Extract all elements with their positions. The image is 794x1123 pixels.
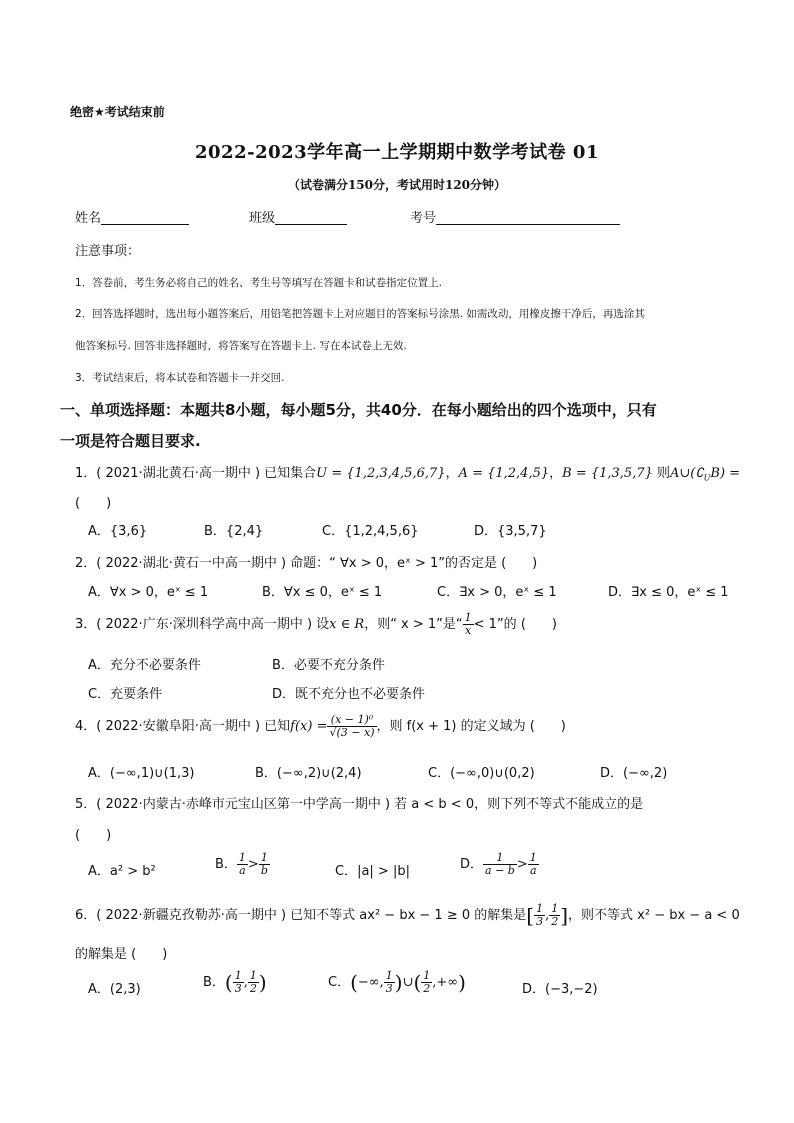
q4-option-a[interactable]: A．(−∞,1)∪(1,3)	[88, 766, 195, 781]
q1-option-b[interactable]: B．{2,4}	[204, 524, 264, 539]
q3-option-a[interactable]: A．充分不必要条件	[88, 658, 201, 673]
name-blank[interactable]	[101, 210, 189, 225]
exam-subtitle: （试卷满分150分，考试用时120分钟）	[287, 178, 507, 192]
question-1-blank: ( )	[75, 496, 112, 511]
note-item: 他答案标号. 回答非选择题时，将答案写在答题卡上. 写在本试卷上无效.	[75, 340, 407, 352]
section-heading-cont: 一项是符合题目要求.	[60, 432, 201, 450]
class-label: 班级	[249, 211, 276, 226]
q1-option-d[interactable]: D．{3,5,7}	[474, 524, 547, 539]
q2-option-d[interactable]: D．∃x ≤ 0，eˣ ≤ 1	[608, 585, 729, 600]
q6-option-d[interactable]: D．(−3,−2)	[522, 982, 598, 997]
q2-option-b[interactable]: B．∀x ≤ 0，eˣ ≤ 1	[262, 585, 383, 600]
q6-option-c[interactable]: C．(−∞, $\frac{1}{3}$ )∪( $\frac{1}{2}$ ,+∞)	[328, 969, 466, 995]
q5-option-c[interactable]: C．|a| > |b|	[335, 864, 410, 879]
q5-option-a[interactable]: A．a² > b²	[88, 864, 156, 879]
fraction: $\frac{\text{(x − 1)⁰}}{√(3 - x)}$	[329, 713, 375, 739]
q5-option-b[interactable]: B． $\frac{1}{a}$ > $\frac{1}{b}$	[215, 851, 268, 877]
q2-option-a[interactable]: A．∀x > 0，eˣ ≤ 1	[88, 585, 209, 600]
note-item: 3．考试结束后，将本试卷和答题卡一并交回.	[75, 372, 285, 384]
class-field[interactable]	[249, 207, 347, 226]
question-4: 4．( 2022·安徽阜阳·高一期中 ) 已知f(x) = $\frac{\text{(x − 1)⁰}}{√(3 - x)}$ ，则 f(x + 1) 的定义域为 ( )	[75, 713, 566, 739]
notes-heading: 注意事项：	[75, 244, 141, 259]
q3-option-c[interactable]: C．充要条件	[88, 687, 163, 702]
question-5: 5．( 2022·内蒙古·赤峰市元宝山区第一中学高一期中 ) 若 a < b < 0，则下列不等式不能成立的是	[75, 797, 644, 812]
q3-option-d[interactable]: D．既不充分也不必要条件	[272, 687, 426, 702]
exam-title: 2022-2023学年高一上学期期中数学考试卷 01	[195, 142, 599, 163]
q6-option-a[interactable]: A．(2,3)	[88, 982, 141, 997]
q5-option-d[interactable]: D． $\frac{1}{a - b}$ > $\frac{1}{a}$	[460, 851, 537, 877]
question-6: 6．( 2022·新疆克孜勒苏·高一期中 ) 已知不等式 ax² − bx − 1 ≥ 0 的解集是[ $\frac{1}{3}$ , $\frac{1}{2}$ ]，则不等式 x² − bx − a < 0	[75, 902, 740, 928]
number-label: 考号	[410, 211, 437, 226]
number-blank[interactable]	[436, 210, 620, 225]
q2-option-c[interactable]: C．∃x > 0，eˣ ≤ 1	[437, 585, 557, 600]
class-blank[interactable]	[275, 210, 347, 225]
q4-option-d[interactable]: D．(−∞,2)	[600, 766, 668, 781]
number-field[interactable]	[410, 207, 620, 226]
question-2: 2．( 2022·湖北·黄石一中高一期中 ) 命题：“ ∀x > 0，eˣ > 1”的否定是 ( )	[75, 556, 538, 571]
q3-option-b[interactable]: B．必要不充分条件	[272, 658, 385, 673]
note-item: 1．答卷前，考生务必将自己的姓名、考生号等填写在答题卡和试卷指定位置上.	[75, 277, 443, 289]
question-5-blank: ( )	[75, 828, 112, 843]
question-1: 1．( 2021·湖北黄石·高一期中 ) 已知集合U = {1,2,3,4,5,6,7}，A = {1,2,4,5}，B = {1,3,5,7} 则$A\cup(∁_UB)$ =	[75, 466, 741, 483]
question-6-cont: 的解集是 ( )	[75, 947, 168, 962]
q4-option-c[interactable]: C．(−∞,0)∪(0,2)	[428, 766, 535, 781]
name-label: 姓名	[75, 211, 102, 226]
name-field[interactable]	[75, 207, 189, 226]
fraction: $\frac{1}{x}$	[464, 611, 472, 637]
question-3: 3．( 2022·广东·深圳科学高中高一期中 ) 设x ∈ R，则“ x > 1”是“ $\frac{1}{x}$ < 1”的 ( )	[75, 611, 557, 637]
q1-option-c[interactable]: C．{1,2,4,5,6}	[322, 524, 419, 539]
q1-option-a[interactable]: A．{3,6}	[88, 524, 148, 539]
q6-option-b[interactable]: B．( $\frac{1}{3}$ , $\frac{1}{2}$ )	[203, 969, 267, 995]
confidential-mark: 绝密★考试结束前	[70, 105, 165, 119]
q4-option-b[interactable]: B．(−∞,2)∪(2,4)	[255, 766, 362, 781]
note-item: 2．回答选择题时，选出每小题答案后，用铅笔把答题卡上对应题目的答案标号涂黑. 如需改动，用橡皮擦干净后，再选涂其	[75, 308, 645, 320]
section-heading: 一、单项选择题：本题共8小题，每小题5分，共40分．在每小题给出的四个选项中，只有	[60, 401, 657, 419]
